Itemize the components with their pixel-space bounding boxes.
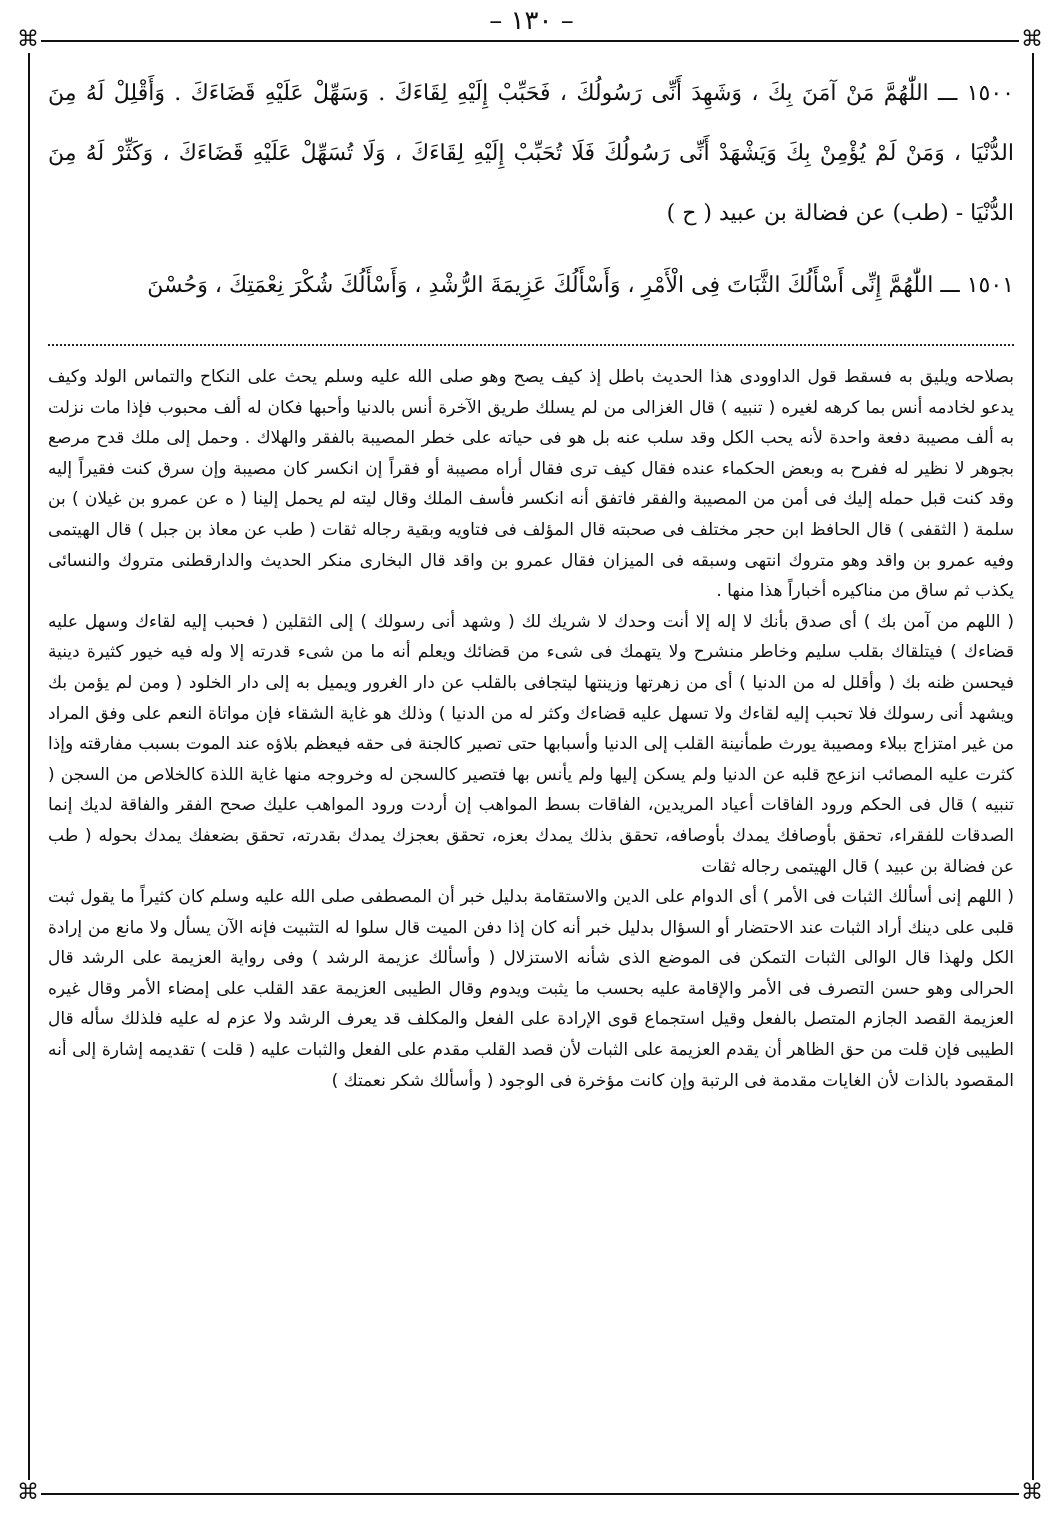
commentary-paragraph: ( اللهم إنى أسألك الثبات فى الأمر ) أى الدوام على الدين والاستقامة بدليل خبر أن المصطفى صلى الله عليه وسلم كان كثيراً ما يقول ثبت قلبى على دينك أراد الثبات عند الاحتضار أو السؤال بدليل خبر أنه كان إذا دفن الميت قال سلوا له التثبيت فإنه الآن يسأل ولا مانع من إرادة الكل ولهذا قال الوالى الثبات التمكن فى الموضع الذى شأنه الاستزلال ( وأسألك عزيمة الرشد ) وفى رواية العزيمة على الرشد قال الحرالى وهو حسن التصرف فى الأمر والإقامة عليه بحسب ما يثبت ويدوم وقال الطيبى العزيمة عقد القلب على إمضاء الأمر وقال غيره العزيمة القصد الجازم المتصل بالفعل وقيل استجماع قوى الإرادة على الفعل والمكلف قد يعرف الرشد ولا عزم له عليه فلذلك سأله قال الطيبى فإن قلت من حق الظاهر أن يقدم العزيمة على الثبات لأن قصد القلب مقدم على الفعل والثبات عليه ( قلت ) تقديمه إشارة إلى أنه المقصود بالذات لأن الغايات مقدمة فى الرتبة وإن كانت مؤخرة فى الوجود ( وأسألك شكر نعمتك )	[48, 887, 1014, 1091]
corner-ornament-icon: ⌘	[1021, 1480, 1043, 1505]
corner-ornament-icon: ⌘	[1021, 27, 1043, 52]
page-border-left	[28, 40, 30, 1493]
hadith-text: ١٥٠٠ ـــ اللّٰهُمَّ مَنْ آمَنَ بِكَ ، وَشَهِدَ أَنِّى رَسُولُكَ ، فَحَبِّبْ إِلَيْهِ لِقَاءَكَ . وَسَهِّلْ عَلَيْهِ قَضَاءَكَ . وَأَقْلِلْ لَهُ مِنَ الدُّنْيَا ، وَمَنْ لَمْ يُؤْمِنْ بِكَ وَيَشْهَدْ أَنِّى رَسُولُكَ فَلَا تُحَبِّبْ إِلَيْهِ لِقَاءَكَ ، وَلَا تُسَهِّلْ عَلَيْهِ قَضَاءَكَ ، وَكَثِّرْ لَهُ مِنَ الدُّنْيَا - (طب) عن فضالة بن عبيد ( ح )	[48, 81, 1014, 226]
page-number: – ١٣٠ –	[489, 6, 574, 36]
page-border-bottom	[28, 1493, 1032, 1495]
hadith-1501	[48, 256, 1014, 316]
commentary-paragraph: بصلاحه ويليق به فسقط قول الداوودى هذا الحديث باطل إذ كيف يصح وهو صلى الله عليه وسلم يحث على النكاح والتماس الولد وكيف يدعو لخادمه أنس بما كرهه لغيره ( تنبيه ) قال الغزالى من لم يسلك طريق الآخرة أنس بالدنيا وأحبها فكان له ألف محبوب فإذا مات نزلت به ألف مصيبة دفعة واحدة لأنه يحب الكل وقد سلب عنه بل هو فى حياته على خطر المصيبة بالفقر والهلاك . وحمل إلى ملك قدح مرصع بجوهر لا نظير له ففرح به وبعض الحكماء عنده فقال كيف ترى فقال أراه مصيبة أو فقراً إن انكسر كان مصيبة وإن سرق كنت فقيراً إليه وقد كنت قبل حمله إليك فى أمن من المصيبة والفقر فاتفق أنه انكسر فأسف الملك وقال ليته لم يحمل إلينا ( ه عن عمرو بن غيلان ) بن سلمة ( الثقفى ) قال الحافظ ابن حجر مختلف فى صحبته قال المؤلف فى فتاويه وبقية رجاله ثقات ( طب عن معاذ بن جبل ) قال الهيتمى وفيه عمرو بن واقد وهو متروك انتهى وسبقه فى الميزان فقال عمرو بن واقد قال البخارى منكر الحديث والدارقطنى متروك والنسائى يكذب ثم ساق من مناكيره أخباراً هذا منها .	[48, 367, 1014, 602]
commentary-block	[48, 362, 1014, 1477]
page-border-top	[28, 40, 1032, 42]
commentary-paragraph: ( اللهم من آمن بك ) أى صدق بأنك لا إله إلا أنت وحدك لا شريك لك ( وشهد أنى رسولك ) إلى الثقلين ( فحبب إليه لقاءك وسهل عليه قضاءك ) فيتلقاك بقلب سليم وخاطر منشرح ولا يتهمك فى شىء من قضائك ويعلم أنه ما من شىء قدرته إلا وله فيه خيور كثيرة دينية فيحسن ظنه بك ( وأقلل له من الدنيا ) أى من زهرتها وزينتها ليتجافى بالقلب عن دار الغرور ويميل به إلى دار الخلود ( ومن لم يؤمن بك ويشهد أنى رسولك فلا تحبب إليه لقاءك ولا تسهل عليه قضاءك وكثر له من الدنيا ) وذلك هو غاية الشقاء فإن مواتاة النعم على وفق المراد من غير امتزاج ببلاء ومصيبة يورث طمأنينة القلب إلى الدنيا وأسبابها حتى تصير كالجنة فى حقه فيعظم بلاؤه عند الموت بسبب مفارقته وإذا كثرت عليه المصائب انزعج قلبه عن الدنيا ولم يسكن إليها ولم يأنس بها فتصير كالسجن له وخروجه منها غاية اللذة كالخلاص من السجن ( تنبيه ) قال فى الحكم ورود الفاقات أعياد المريدين، الفاقات بسط المواهب إن أردت ورود المواهب عليك صحح الفقر والفاقة لديك إنما الصدقات للفقراء، تحقق بأوصافك يمدك بأوصافه، تحقق بذلك يمدك بعزه، تحقق بعجزك يمدك بقدرته، تحقق بضعفك يمدك بحوله ( طب عن فضالة بن عبيد ) قال الهيتمى رجاله ثقات	[48, 611, 1014, 877]
hadith-1500	[48, 64, 1014, 244]
hadith-text: ١٥٠١ ـــ اللّٰهُمَّ إِنِّى أَسْأَلُكَ الثَّبَاتَ فِى الْأَمْرِ ، وَأَسْأَلُكَ عَزِيمَةَ الرُّشْدِ ، وَأَسْأَلُكَ شُكْرَ نِعْمَتِكَ ، وَحُسْنَ	[147, 273, 1014, 298]
corner-ornament-icon: ⌘	[17, 27, 39, 52]
page-border-right	[1032, 40, 1034, 1493]
corner-ornament-icon: ⌘	[17, 1480, 39, 1505]
commentary-separator	[48, 344, 1014, 346]
